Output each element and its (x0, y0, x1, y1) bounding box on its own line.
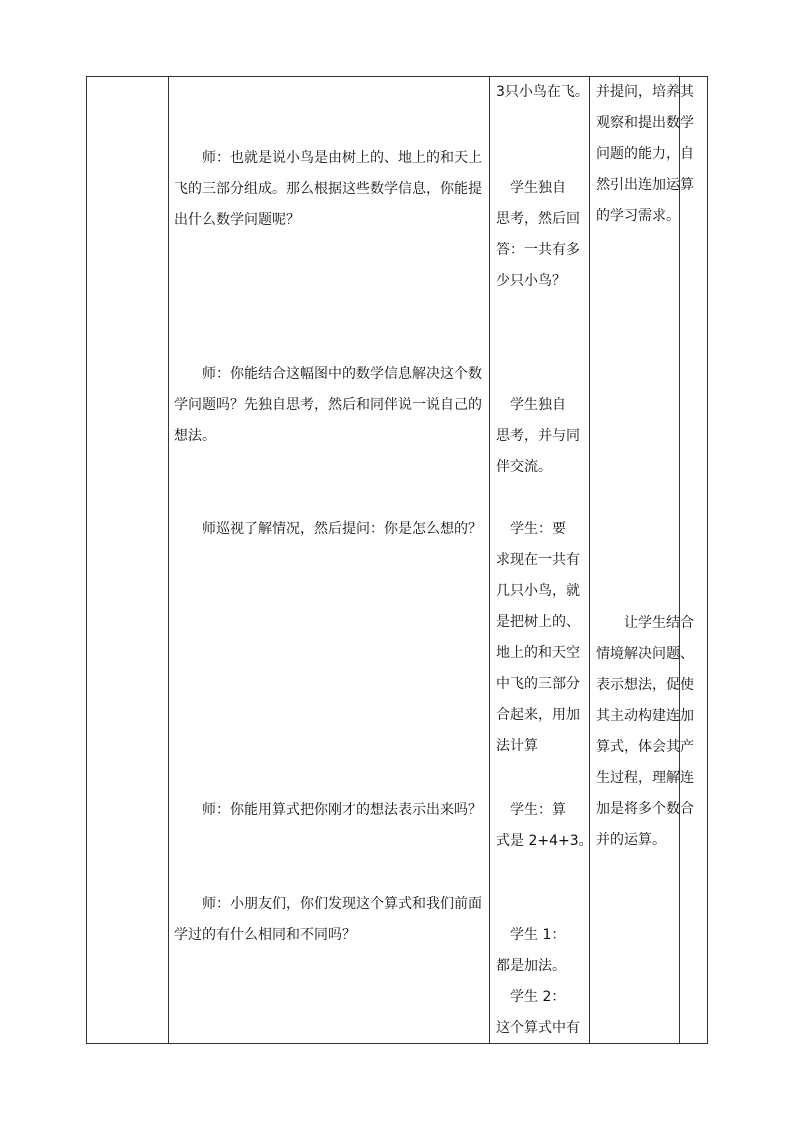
text-line: 飞的三部分组成。那么根据这些数学信息，你能提 (174, 181, 482, 197)
intent-block-2 (596, 608, 694, 856)
text-line: 师：小朋友们，你们发现这个算式和我们前面 (174, 896, 482, 912)
text-line: 的学习需求。 (596, 208, 680, 224)
student-block-1 (496, 173, 580, 297)
teacher-block-5 (174, 889, 482, 951)
text-line: 式是 2+4+3。 (496, 833, 593, 849)
text-line: 思考，然后回 (496, 211, 580, 227)
text-line: 合起来，用加 (496, 707, 580, 723)
text-line: 其主动构建连加 (596, 708, 694, 724)
text-line: 少只小鸟？ (496, 273, 566, 289)
text-line: 几只小鸟，就 (496, 583, 580, 599)
text-line: 学过的有什么相同和不同吗？ (174, 927, 356, 943)
text-line: 学生独自 (496, 397, 566, 413)
text-line: 学生：要 (496, 521, 566, 537)
text-line: 思考，并与同 (496, 428, 580, 444)
text-line: 加是将多个数合 (596, 801, 694, 817)
text-line: 都是加法。 (496, 958, 566, 974)
text-line: 让学生结合 (596, 615, 694, 631)
text-line: 学生 1： (496, 927, 566, 943)
text-line: 地上的和天空 (496, 645, 580, 661)
column-divider (589, 77, 590, 1043)
intent-block-1 (596, 77, 694, 232)
student-block-3 (496, 514, 580, 762)
text-line: 观察和提出数学 (596, 115, 694, 131)
lesson-table (86, 76, 708, 1044)
text-line: 伴交流。 (496, 459, 552, 475)
text-line: 师巡视了解情况，然后提问：你是怎么想的？ (174, 521, 482, 537)
text-line: 学生独自 (496, 180, 566, 196)
text-line: 学生 2： (496, 989, 566, 1005)
student-block-0 (496, 77, 589, 108)
teacher-block-1 (174, 143, 482, 236)
text-line: 并提问，培养其 (596, 84, 694, 100)
student-block-5 (496, 920, 580, 1044)
text-line: 学生：算 (496, 802, 566, 818)
text-line: 这个算式中有 (496, 1020, 580, 1036)
text-line: 答：一共有多 (496, 242, 580, 258)
text-line: 师：你能用算式把你刚才的想法表示出来吗？ (174, 802, 482, 818)
text-line: 出什么数学问题呢？ (174, 212, 300, 228)
teacher-block-3 (174, 514, 482, 545)
text-line: 法计算 (496, 738, 538, 754)
text-line: 想法。 (174, 428, 216, 444)
text-line: 是把树上的、 (496, 614, 580, 630)
text-line: 师：也就是说小鸟是由树上的、地上的和天上 (174, 150, 482, 166)
text-line: 问题的能力，自 (596, 146, 694, 162)
text-line: 情境解决问题、 (596, 646, 694, 662)
teacher-block-2 (174, 359, 482, 452)
text-line: 中飞的三部分 (496, 676, 580, 692)
text-line: 生过程，理解连 (596, 770, 694, 786)
text-line: 然引出连加运算 (596, 177, 694, 193)
text-line: 3只小鸟在飞。 (496, 84, 589, 100)
text-line: 求现在一共有 (496, 552, 580, 568)
text-line: 表示想法，促使 (596, 677, 694, 693)
column-divider (489, 77, 490, 1043)
student-block-2 (496, 390, 580, 483)
text-line: 学问题吗？先独自思考，然后和同伴说一说自己的 (174, 397, 482, 413)
text-line: 并的运算。 (596, 832, 666, 848)
column-divider (168, 77, 169, 1043)
text-line: 师：你能结合这幅图中的数学信息解决这个数 (174, 366, 482, 382)
text-line: 算式，体会其产 (596, 739, 694, 755)
student-block-4 (496, 795, 593, 857)
teacher-block-4 (174, 795, 482, 826)
